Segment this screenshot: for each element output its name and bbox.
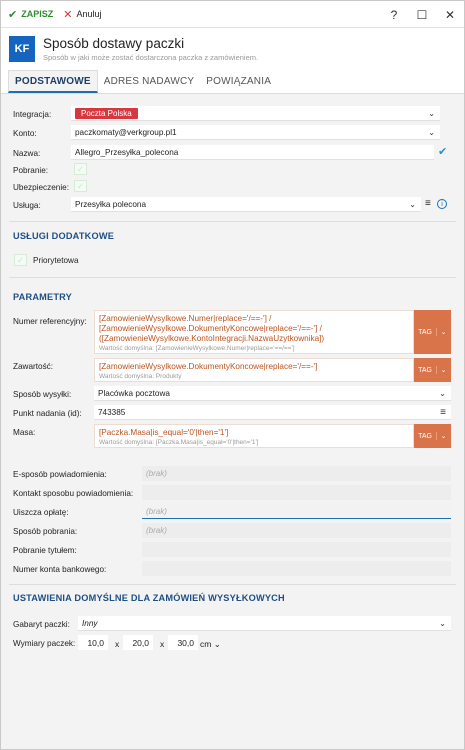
- content-label: Zawartość:: [13, 362, 54, 371]
- maximize-button[interactable]: ☐: [416, 7, 428, 22]
- tab-powiazania[interactable]: POWIĄZANIA: [206, 76, 272, 87]
- contact-field[interactable]: [142, 485, 451, 500]
- cod-title-field[interactable]: [142, 542, 451, 557]
- size-label: Gabaryt paczki:: [13, 620, 70, 629]
- insurance-label: Ubezpieczenie:: [13, 183, 69, 192]
- save-label: ZAPISZ: [21, 9, 54, 19]
- divider: [9, 584, 456, 585]
- app-logo: KF: [9, 36, 35, 62]
- content-tag-button[interactable]: [414, 358, 451, 382]
- name-value: Allegro_Przesyłka_polecona: [75, 147, 179, 157]
- dim-separator: x: [115, 639, 120, 649]
- chevron-down-icon: ⌄: [213, 639, 221, 649]
- menu-icon[interactable]: ≡: [440, 406, 446, 418]
- point-label: Punkt nadania (id):: [13, 409, 82, 418]
- method-select[interactable]: [94, 386, 451, 401]
- ref-line-1: [ZamowienieWysylkowe.Numer|replace='/==-'] /: [99, 314, 272, 323]
- service-select[interactable]: [71, 197, 421, 212]
- params-title: PARAMETRY: [13, 292, 72, 302]
- chevron-down-icon: ⌄: [439, 388, 446, 398]
- ref-expression-field[interactable]: [94, 310, 414, 354]
- check-icon: ✔: [8, 8, 18, 21]
- unit-select[interactable]: [200, 639, 221, 650]
- mass-line: [Paczka.Masa|is_equal='0'|then='1']: [99, 428, 229, 437]
- cod-method-value: (brak): [146, 526, 167, 535]
- point-input[interactable]: [94, 405, 451, 420]
- account-label: Konto:: [13, 129, 37, 138]
- account-value: paczkomaty@verkgroup.pl1: [75, 127, 177, 137]
- ref-tag-button[interactable]: [414, 310, 451, 354]
- tab-adres-nadawcy[interactable]: ADRES NADAWCY: [103, 76, 195, 87]
- cod-checkbox[interactable]: ✓: [74, 163, 87, 175]
- tag-label: TAG: [418, 328, 432, 336]
- page-title: Sposób dostawy paczki: [43, 36, 185, 51]
- ref-line-3: ([ZamowienieWysylkowe.KontoIntegracji.NazwaUzytkownika]): [99, 334, 325, 343]
- tab-podstawowe[interactable]: PODSTAWOWE: [8, 70, 98, 93]
- chevron-down-icon: ⌄: [428, 127, 435, 137]
- eservice-label: E-sposób powiadomienia:: [13, 470, 107, 479]
- insurance-checkbox[interactable]: ✓: [74, 180, 87, 192]
- priority-label: Priorytetowa: [33, 256, 79, 265]
- method-label: Sposób wysyłki:: [13, 390, 72, 399]
- dim-separator: x: [160, 639, 165, 649]
- ref-line-2: [ZamowienieWysylkowe.DokumentyKoncowe|replace='/==-'] /: [99, 324, 322, 333]
- payer-field[interactable]: [142, 504, 451, 519]
- toolbar: [1, 1, 464, 28]
- mass-tag-button[interactable]: [414, 424, 451, 448]
- form-content: [1, 94, 464, 750]
- tab-bar: [1, 70, 464, 94]
- dim-height-input[interactable]: 30,0: [168, 635, 198, 650]
- name-label: Nazwa:: [13, 149, 41, 158]
- dims-label: Wymiary paczek:: [13, 639, 76, 648]
- cod-method-label: Sposób pobrania:: [13, 527, 78, 536]
- help-button[interactable]: ?: [390, 7, 398, 22]
- eservice-value: (brak): [146, 469, 167, 478]
- mass-expression-field[interactable]: [94, 424, 414, 448]
- method-value: Placówka pocztowa: [98, 388, 170, 398]
- dim-width-input[interactable]: 20,0: [123, 635, 153, 650]
- cod-label: Pobranie:: [13, 166, 49, 175]
- integration-select[interactable]: [71, 106, 440, 121]
- chevron-down-icon: ⌄: [409, 199, 416, 209]
- service-value: Przesyłka polecona: [75, 199, 146, 209]
- priority-checkbox[interactable]: ✓: [14, 254, 27, 266]
- point-value: 743385: [98, 407, 126, 417]
- unit-value: cm: [200, 639, 212, 649]
- contact-label: Kontakt sposobu powiadomienia:: [13, 489, 134, 498]
- tag-label: TAG: [418, 432, 432, 440]
- mass-label: Masa:: [13, 428, 36, 437]
- chevron-down-icon: ⌄: [436, 366, 450, 374]
- chevron-down-icon: ⌄: [436, 328, 450, 336]
- cancel-button[interactable]: [63, 8, 101, 21]
- bank-label: Numer konta bankowego:: [13, 565, 107, 574]
- menu-icon[interactable]: ≡: [425, 198, 431, 209]
- content-default: Wartość domyślna: Produkty: [99, 373, 182, 380]
- eservice-field[interactable]: [142, 466, 451, 481]
- account-select[interactable]: [71, 125, 440, 140]
- payer-label: Uiszcza opłatę:: [13, 508, 69, 517]
- close-x-icon: ✕: [63, 8, 73, 21]
- payer-value: (brak): [146, 506, 167, 516]
- chevron-down-icon: ⌄: [428, 108, 435, 118]
- extra-services-title: USŁUGI DODATKOWE: [13, 231, 115, 241]
- integration-label: Integracja:: [13, 110, 52, 119]
- cod-method-field[interactable]: [142, 523, 451, 538]
- content-expression-field[interactable]: [94, 358, 414, 382]
- dialog-header: [1, 28, 464, 70]
- close-window-button[interactable]: ✕: [444, 7, 456, 22]
- mass-default: Wartość domyślna: [Paczka.Masa|is_equal='0'|then='1']: [99, 439, 259, 446]
- dim-length-input[interactable]: 10,0: [78, 635, 108, 650]
- chevron-down-icon: ⌄: [436, 432, 450, 440]
- content-line: [ZamowienieWysylkowe.DokumentyKoncowe|replace='/==-']: [99, 362, 318, 371]
- tag-label: TAG: [418, 366, 432, 374]
- ref-default: Wartość domyślna: [ZamowienieWysylkowe.Numer|replace='==/==']: [99, 345, 295, 352]
- page-subtitle: Sposób w jaki może zostać dostarczona paczka z zamówieniem.: [43, 53, 259, 62]
- divider: [9, 221, 456, 222]
- service-label: Usługa:: [13, 201, 41, 210]
- integration-badge: Poczta Polska: [75, 108, 138, 119]
- divider: [9, 277, 456, 278]
- cod-title-label: Pobranie tytułem:: [13, 546, 77, 555]
- chevron-down-icon: ⌄: [439, 618, 446, 628]
- check-icon: ✔: [438, 146, 448, 158]
- defaults-title: USTAWIENIA DOMYŚLNE DLA ZAMÓWIEŃ WYSYŁKOWYCH: [13, 593, 285, 603]
- name-input[interactable]: [71, 145, 434, 160]
- size-value: Inny: [82, 618, 98, 628]
- size-select[interactable]: [78, 616, 451, 631]
- bank-field[interactable]: [142, 561, 451, 576]
- info-icon[interactable]: i: [437, 199, 447, 209]
- save-button[interactable]: [8, 8, 53, 21]
- cancel-label: Anuluj: [76, 9, 102, 19]
- ref-label: Numer referencyjny:: [13, 317, 87, 326]
